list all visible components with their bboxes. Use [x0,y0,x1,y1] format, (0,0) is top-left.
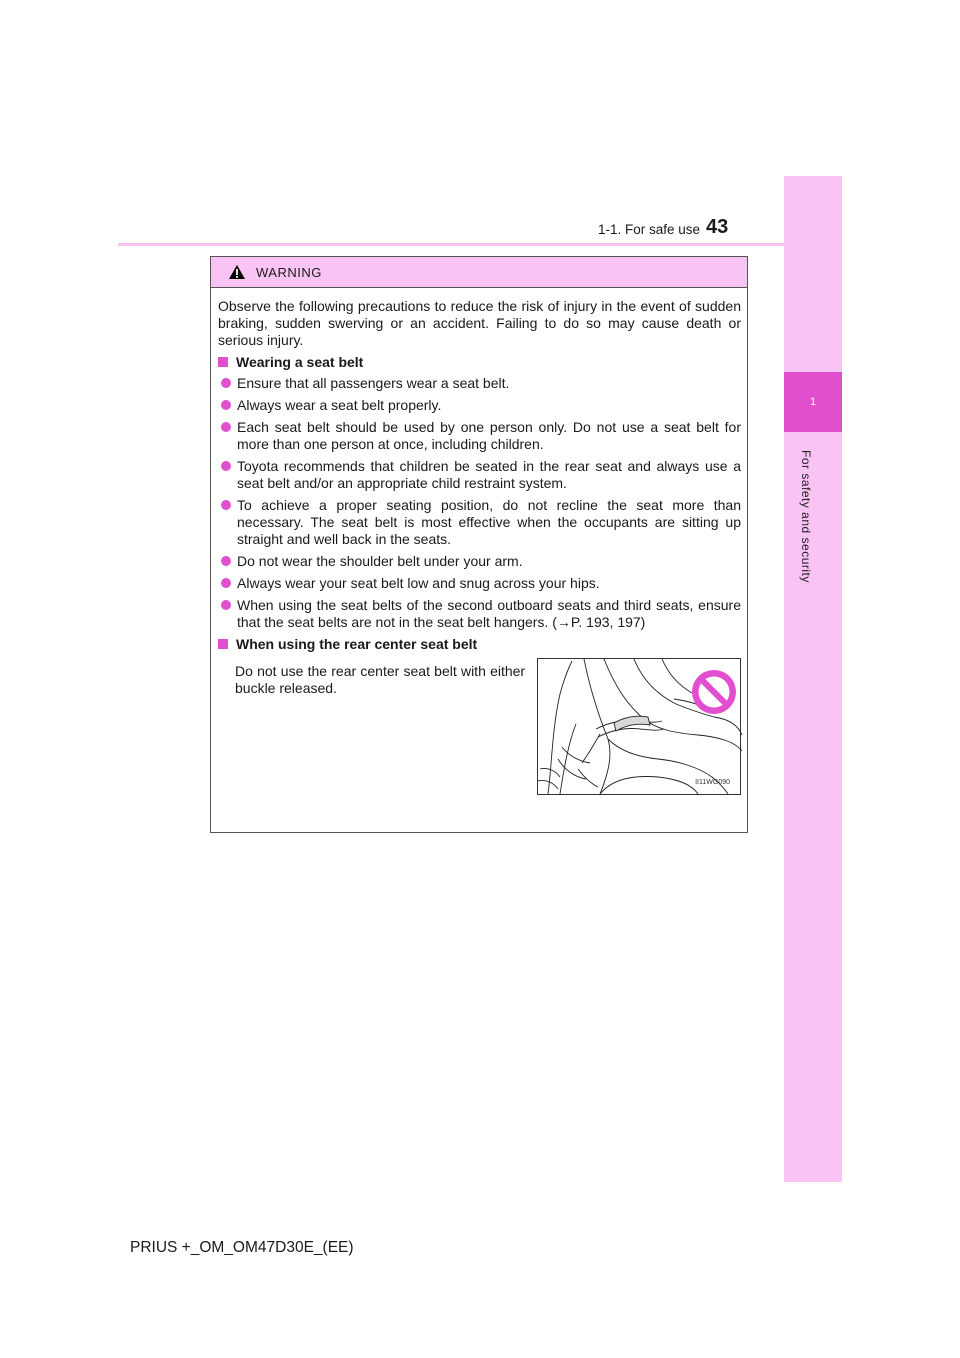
footer-doc-id: PRIUS +_OM_OM47D30E_(EE) [130,1239,354,1256]
bullet-item [218,397,741,414]
bullet-item [218,375,741,392]
bullet-dot-icon [221,500,231,510]
bullet-dot-icon [221,600,231,610]
bullet-item [218,597,741,631]
illustration-code: II11WG090 [695,779,730,786]
bullet-item [218,553,741,570]
rear-center-row [218,658,741,795]
side-tab-number: 1 [784,372,842,432]
bullet-text: Do not wear the shoulder belt under your arm. [237,553,523,569]
section-heading-text: When using the rear center seat belt [236,636,478,652]
section-heading-wearing [218,354,741,371]
warning-box [210,256,748,833]
bullet-text: Always wear a seat belt properly. [237,397,442,413]
bullet-dot-icon [221,578,231,588]
square-bullet-icon [218,639,228,649]
bullet-dot-icon [221,378,231,388]
header-divider [118,243,842,246]
warning-title: WARNING [256,264,322,280]
warning-intro: Observe the following precautions to reduce the risk of injury in the event of sudden braking, sudden swerving or an accident. Failing to do so may cause death or serious injury. [218,298,741,348]
page-number: 43 [706,216,729,238]
bullet-dot-icon [221,422,231,432]
section-heading-text: Wearing a seat belt [236,354,364,370]
side-tab [784,176,842,1182]
side-tab-label: For safety and security [799,450,813,583]
warning-body [211,288,747,795]
bullet-item [218,419,741,453]
bullet-text: To achieve a proper seating position, do not recline the seat more than necessary. The seat belt is most effective when the occupants are sitting up straight and well back in the seats. [237,497,741,547]
bullet-text: Each seat belt should be used by one person only. Do not use a seat belt for more than one person at once, including children. [237,419,741,452]
bullet-dot-icon [221,556,231,566]
warning-triangle-icon [228,264,246,280]
seat-belt-illustration [537,658,741,795]
bullet-text: Toyota recommends that children be seated in the rear seat and always use a seat belt and/or an appropriate child restraint system. [237,458,741,491]
bullet-text: Ensure that all passengers wear a seat belt. [237,375,510,391]
section-heading-rear-center [218,636,741,653]
bullet-dot-icon [221,400,231,410]
bullet-dot-icon [221,461,231,471]
rear-center-text: Do not use the rear center seat belt with either buckle released. [235,663,526,696]
bullet-item [218,497,741,548]
bullet-item [218,458,741,492]
header-section-title: 1-1. For safe use [597,222,700,237]
warning-header [211,257,747,288]
bullet-text: When using the seat belts of the second outboard seats and third seats, ensure that the seat belts are not in the seat belt hangers. (→P. 193, 197) [237,597,741,630]
bullet-text: Always wear your seat belt low and snug across your hips. [237,575,600,591]
square-bullet-icon [218,357,228,367]
bullet-item [218,575,741,592]
